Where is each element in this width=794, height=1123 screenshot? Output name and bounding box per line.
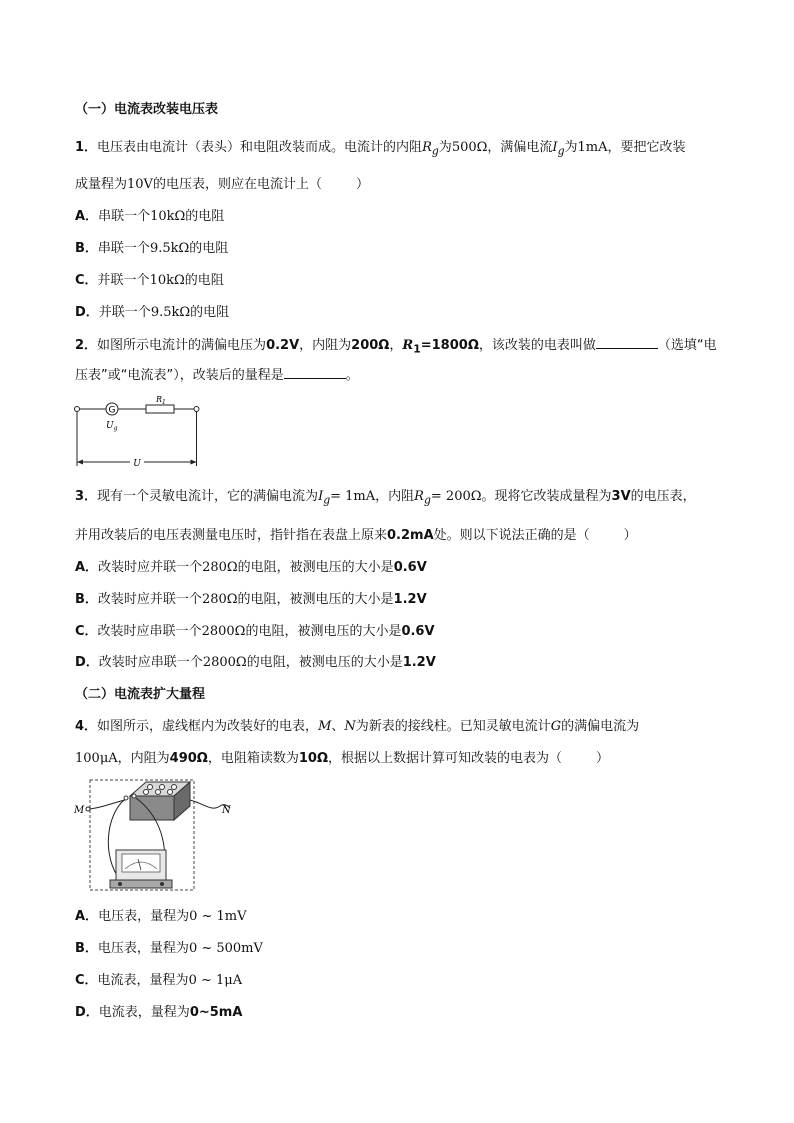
q3-option-a[interactable]: A．改装时应并联一个280Ω的电阻，被测电压的大小是0.6V	[75, 560, 427, 575]
question-2-line-1: 2．如图所示电流计的满偏电压为0.2V，内阻为200Ω，$R_1=1800\Omega$，该改装的电表叫做 （选填“电	[75, 338, 717, 356]
question-number: 2．	[75, 338, 98, 353]
answer-blank[interactable]	[596, 336, 658, 349]
question-1-line-2: 成量程为10V的电压表，则应在电流计上（ ）	[75, 177, 369, 192]
question-4-line-2: 100μA，内阻为490Ω，电阻箱读数为10Ω，根据以上数据计算可知改装的电表为（ ）	[75, 751, 610, 766]
section-heading-1: （一）电流表改装电压表	[75, 102, 219, 117]
q1-option-b[interactable]: B．串联一个9.5kΩ的电阻	[75, 241, 229, 256]
question-3-line-2: 并用改装后的电压表测量电压时，指针指在表盘上原来0.2mA处。则以下说法正确的是（ ）	[75, 528, 637, 543]
q1-option-a[interactable]: A．串联一个10kΩ的电阻	[75, 209, 225, 224]
q3-option-d[interactable]: D．改装时应串联一个2800Ω的电阻，被测电压的大小是1.2V	[75, 655, 436, 670]
resistor-r1	[146, 405, 174, 413]
q4-option-c[interactable]: C．电流表，量程为0 ~ 1μA	[75, 973, 243, 988]
q3-option-c[interactable]: C．改装时应串联一个2800Ω的电阻，被测电压的大小是0.6V	[75, 624, 435, 639]
question-number: 4．	[75, 719, 98, 734]
svg-text:U: U	[133, 459, 141, 469]
answer-blank[interactable]	[284, 366, 346, 379]
section-heading-2: （二）电流表扩大量程	[75, 687, 206, 702]
q3-option-b[interactable]: B．改装时应并联一个280Ω的电阻，被测电压的大小是1.2V	[75, 592, 427, 607]
q4-apparatus-diagram	[70, 776, 240, 894]
q2-circuit-diagram	[72, 392, 202, 470]
q4-option-b[interactable]: B．电压表，量程为0 ~ 500mV	[75, 941, 263, 956]
svg-text:G: G	[108, 405, 116, 416]
q4-option-d[interactable]: D．电流表，量程为0~5mA	[75, 1005, 243, 1020]
q1-option-c[interactable]: C．并联一个10kΩ的电阻	[75, 273, 224, 288]
svg-text:Ug: $U_g$	[106, 421, 118, 432]
question-1-line-1: 1．电压表由电流计（表头）和电阻改装而成。电流计的内阻$R_g$为500Ω，满偏电流$I_g$为1mA，要把它改装	[75, 140, 686, 158]
q4-option-a[interactable]: A．电压表，量程为0 ~ 1mV	[75, 909, 247, 924]
question-4-line-1: 4．如图所示，虚线框内为改装好的电表，M、N为新表的接线柱。已知灵敏电流计G的满偏电流为	[75, 719, 640, 734]
svg-text:R1: $R_1$	[156, 395, 166, 406]
svg-text:M: M	[74, 805, 85, 816]
q1-option-d[interactable]: D．并联一个9.5kΩ的电阻	[75, 305, 230, 320]
question-number: 1．	[75, 140, 98, 155]
svg-text:N: N	[222, 805, 231, 816]
question-2-line-2: 压表”或“电流表”），改装后的量程是 。	[75, 368, 359, 383]
question-3-line-1: 3．现有一个灵敏电流计，它的满偏电流为$I_g= 1mA$，内阻$R_g= 200\Omega$。现将它改装成量程为3V的电压表，	[75, 489, 696, 507]
question-number: 3．	[75, 489, 98, 504]
